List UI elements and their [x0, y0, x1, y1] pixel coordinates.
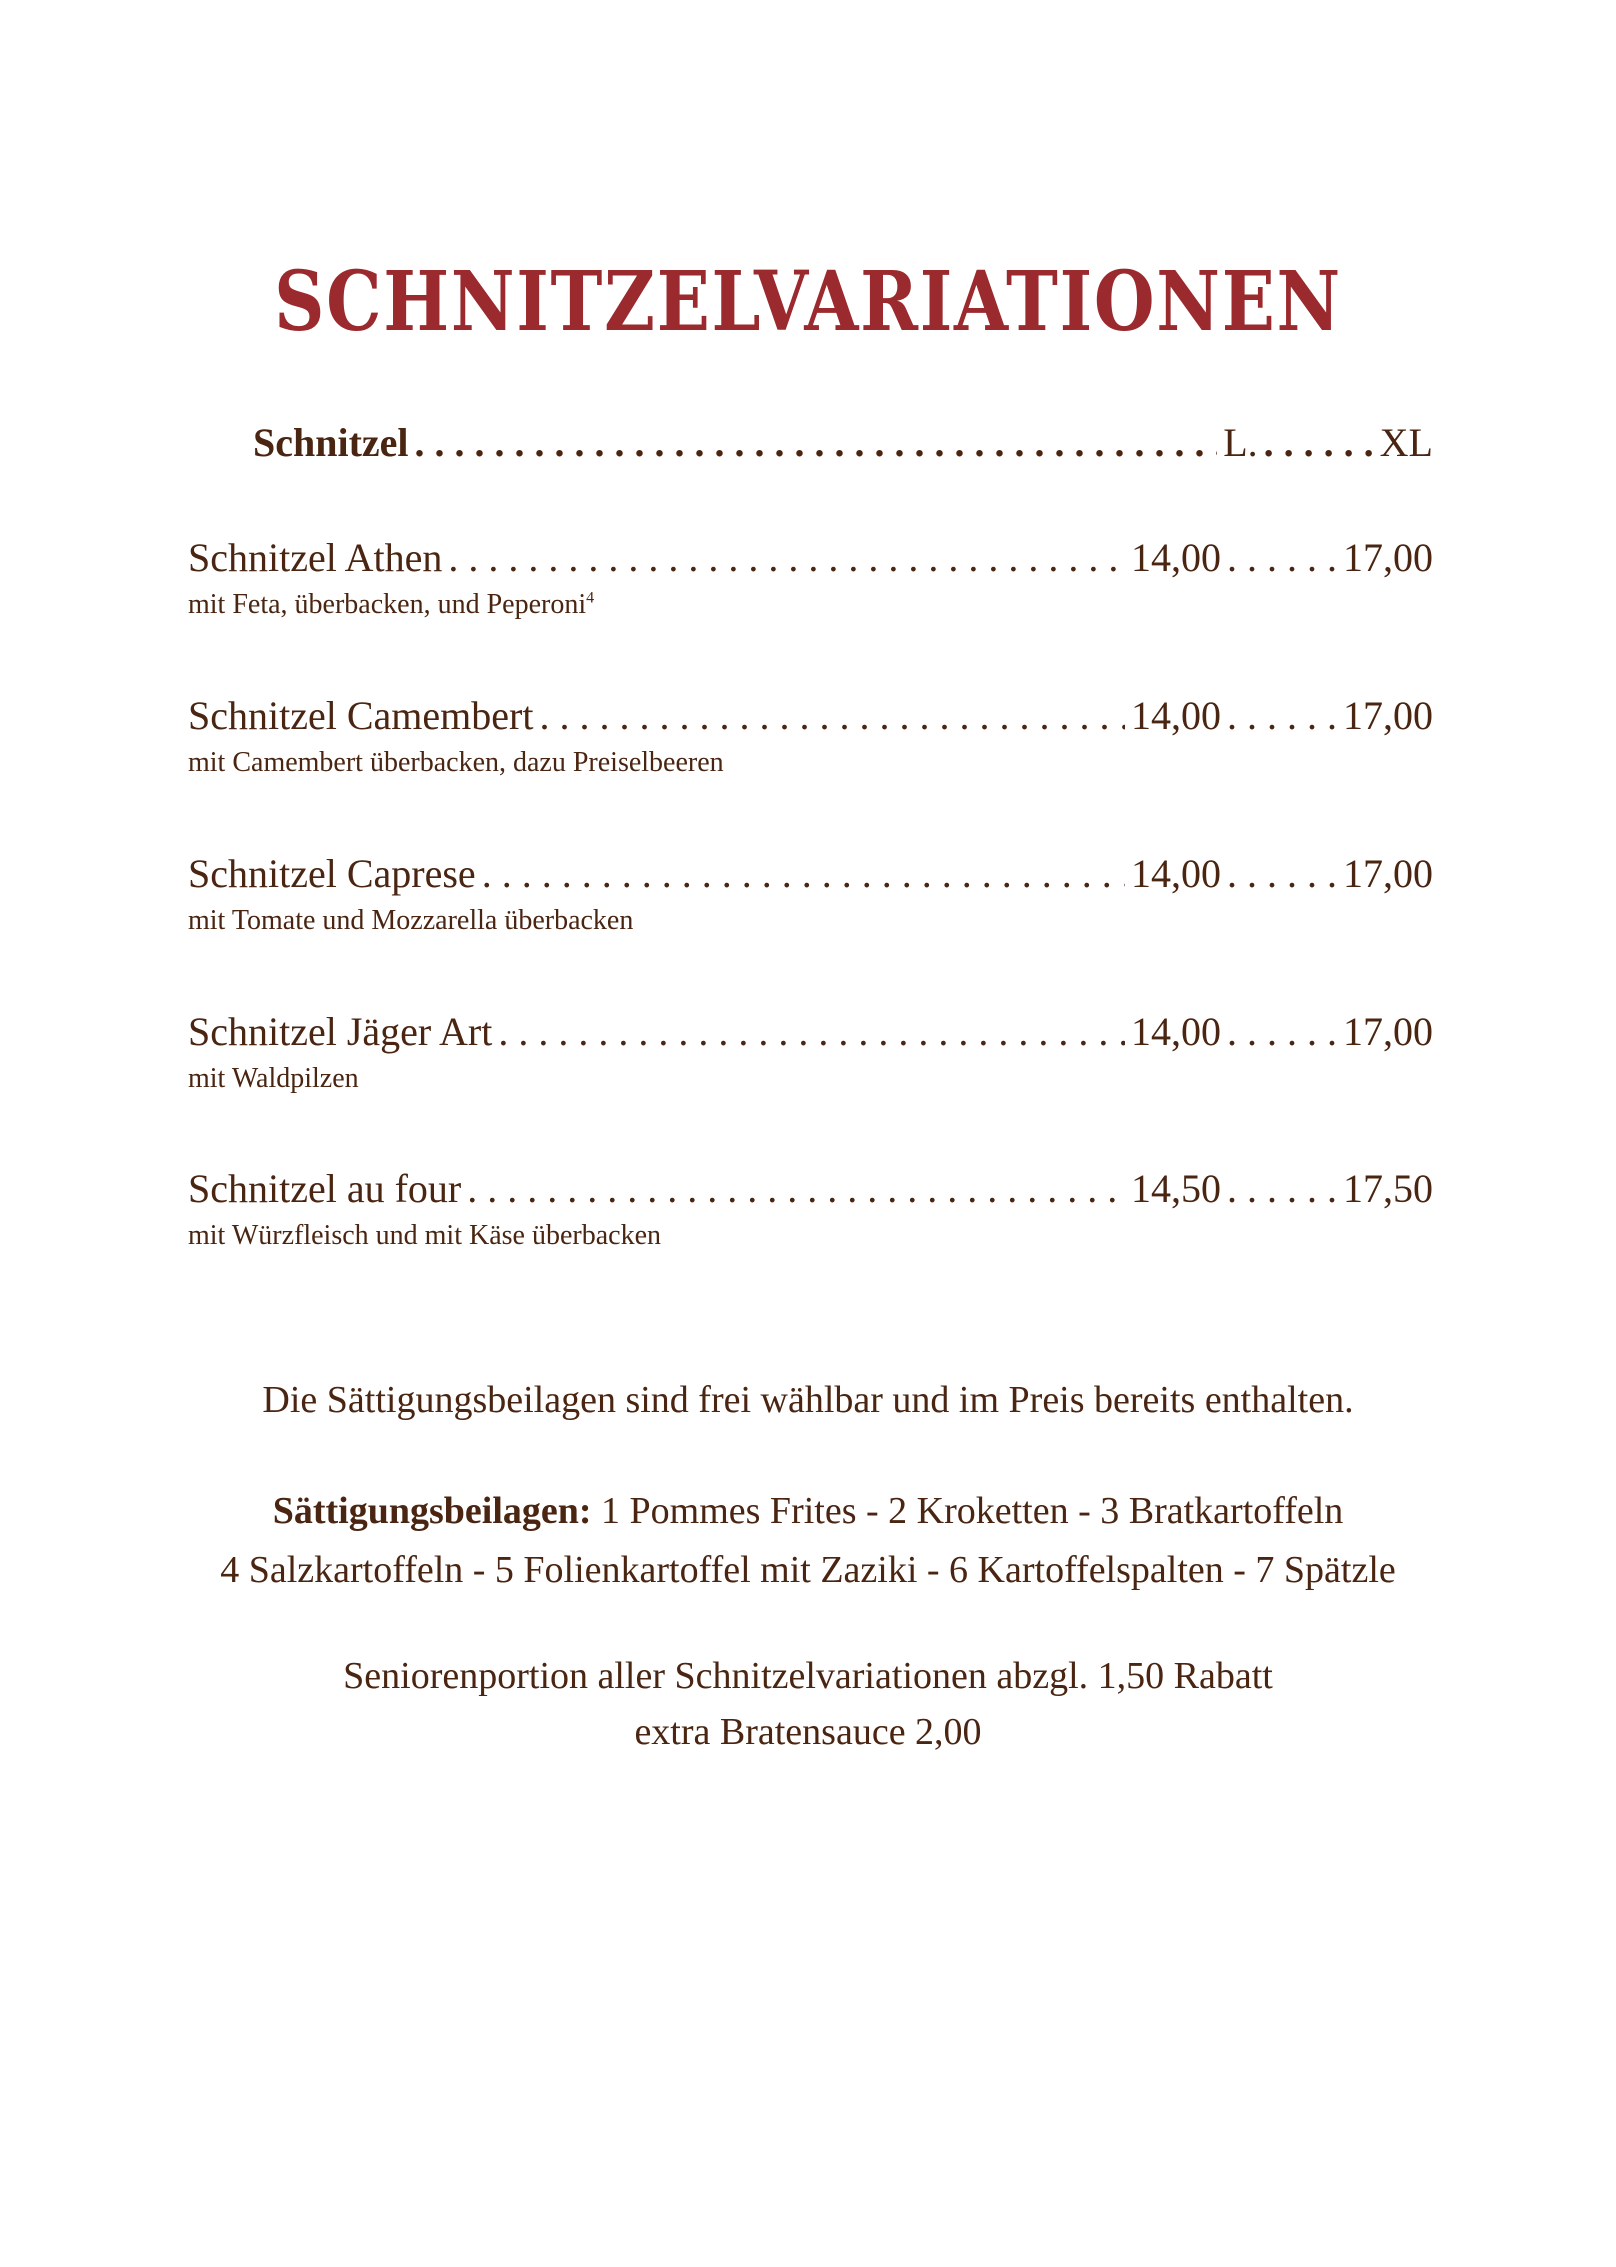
- price-xl: 17,00: [1343, 851, 1433, 896]
- menu-item-camembert: [188, 691, 1433, 781]
- leader-dots: [448, 533, 1125, 583]
- price-l: 14,00: [1131, 851, 1221, 896]
- menu-item-name: Schnitzel Caprese: [188, 851, 476, 896]
- sides-list-part-1: 1 Pommes Frites - 2 Kroketten - 3 Bratkartoffeln: [601, 1490, 1344, 1532]
- price-l: 14,00: [1131, 693, 1221, 738]
- menu-item-description: mit Tomate und Mozzarella überbacken: [188, 905, 634, 936]
- menu-item-name: Schnitzel Jäger Art: [188, 1009, 493, 1054]
- menu-item-name: Schnitzel Camembert: [188, 693, 534, 738]
- sides-line-1: [0, 1486, 1616, 1536]
- price-xl: 17,00: [1343, 693, 1433, 738]
- sauce-note: extra Bratensauce 2,00: [634, 1711, 982, 1753]
- leader-dots: [1227, 1007, 1337, 1057]
- price-l: 14,00: [1131, 535, 1221, 580]
- leader-dots: [1227, 691, 1337, 741]
- sides-label: Sättigungsbeilagen:: [272, 1490, 592, 1532]
- menu-item-caprese: [188, 849, 1433, 939]
- senior-note: Seniorenportion aller Schnitzelvariationen abzgl. 1,50 Rabatt: [343, 1655, 1273, 1697]
- included-note: Die Sättigungsbeilagen sind frei wählbar und im Preis bereits enthalten.: [262, 1379, 1354, 1421]
- menu-item-jaeger: [188, 1007, 1433, 1097]
- leader-dots: [467, 1164, 1125, 1214]
- leader-dots: [1264, 418, 1374, 468]
- menu-item-line: [188, 691, 1433, 741]
- menu-item-description: mit Würzfleisch und mit Käse überbacken: [188, 1220, 661, 1251]
- header-label: Schnitzel: [253, 420, 409, 465]
- sides-line-2: 4 Salzkartoffeln - 5 Folienkartoffel mit Zaziki - 6 Kartoffelspalten - 7 Spätzle: [220, 1549, 1396, 1591]
- price-xl: 17,00: [1343, 1009, 1433, 1054]
- leader-dots: [1227, 1164, 1337, 1214]
- menu-item-line: [188, 1164, 1433, 1214]
- leader-dots: [482, 849, 1125, 899]
- menu-item-line: [188, 849, 1433, 899]
- leader-dots: [1227, 533, 1337, 583]
- price-xl: 17,50: [1343, 1166, 1433, 1211]
- leader-dots: [415, 418, 1218, 468]
- footnote-marker: 4: [586, 589, 595, 607]
- price-xl: 17,00: [1343, 535, 1433, 580]
- price-l: 14,50: [1131, 1166, 1221, 1211]
- menu-item-name: Schnitzel Athen: [188, 535, 443, 580]
- price-column-header: [253, 418, 1433, 468]
- price-l: 14,00: [1131, 1009, 1221, 1054]
- menu-item-description: mit Camembert überbacken, dazu Preiselbeeren: [188, 747, 724, 778]
- menu-item-line: [188, 1007, 1433, 1057]
- page-title: SCHNITZELVARIATIONEN: [274, 254, 1342, 350]
- menu-item-description: mit Feta, überbacken, und Peperoni$^4$: [188, 589, 595, 620]
- leader-dots: [539, 691, 1125, 741]
- header-size-l: L.: [1223, 420, 1258, 465]
- leader-dots: [1227, 849, 1337, 899]
- leader-dots: [498, 1007, 1125, 1057]
- menu-item-au-four: [188, 1164, 1433, 1254]
- menu-item-description: mit Waldpilzen: [188, 1063, 359, 1094]
- menu-item-line: [188, 533, 1433, 583]
- header-size-xl: XL: [1379, 420, 1433, 465]
- menu-item-athen: [188, 533, 1433, 623]
- menu-item-name: Schnitzel au four: [188, 1166, 462, 1211]
